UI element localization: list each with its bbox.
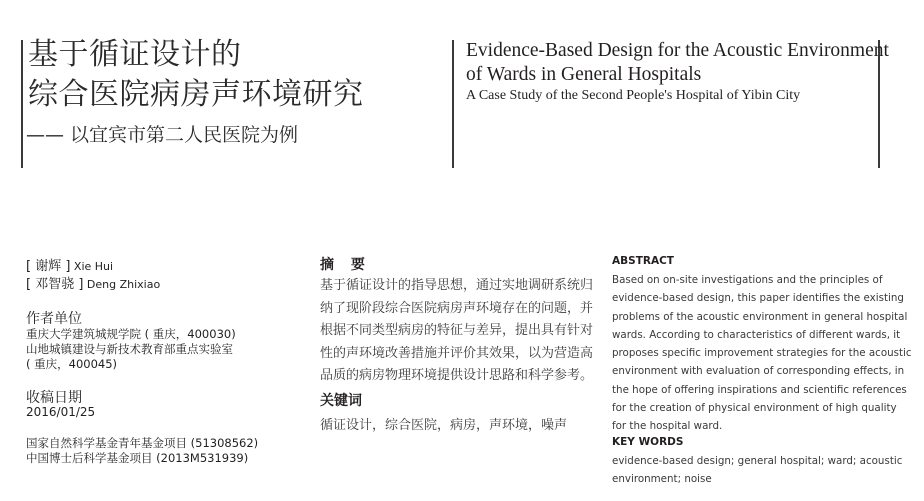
en-title-line-2: of Wards in General Hospitals xyxy=(466,64,702,85)
affiliation-line: 重庆大学建筑城规学院 ( 重庆，400030) xyxy=(26,327,236,341)
cn-abstract-line: 性的声环境改善措施并评价其效果，以为营造高 xyxy=(320,345,594,361)
en-keywords xyxy=(612,452,902,489)
cn-keywords-heading: 关键词 xyxy=(320,393,362,409)
en-title-line-1: Evidence-Based Design for the Acoustic Environment xyxy=(466,40,889,61)
en-title xyxy=(466,39,889,87)
author-2 xyxy=(26,273,160,292)
funding xyxy=(26,436,258,466)
en-subtitle: A Case Study of the Second People's Hospital of Yibin City xyxy=(466,88,801,103)
en-keywords-heading: KEY WORDS xyxy=(612,436,684,448)
en-abstract-line: problems of the acoustic environment in general hospital xyxy=(612,310,908,323)
funding-line: 中国博士后科学基金项目 (2013M531939) xyxy=(26,451,249,465)
author-1-en: Xie Hui xyxy=(73,260,114,273)
cn-title-line-1: 基于循证设计的 xyxy=(28,37,242,72)
en-keywords-line: environment; noise xyxy=(612,473,712,486)
affiliation-label: 作者单位 xyxy=(26,311,82,327)
cn-abstract-body xyxy=(320,275,593,388)
received-label: 收稿日期 xyxy=(26,390,82,406)
en-abstract-line: proposes specific improvement strategies for the acoustic xyxy=(612,347,912,360)
affiliation xyxy=(26,327,236,372)
author-2-en: Deng Zhixiao xyxy=(86,278,161,291)
en-abstract-line: the hope of offering inspirations and scientific references xyxy=(612,383,907,396)
en-abstract-heading: ABSTRACT xyxy=(612,255,674,267)
cn-subtitle: —— 以宜宾市第二人民医院为例 xyxy=(26,124,299,146)
cn-abstract-heading: 摘 要 xyxy=(320,257,371,273)
title-divider-middle xyxy=(452,40,454,168)
cn-abstract-line: 品质的病房物理环境提供设计思路和科学参考。 xyxy=(320,368,594,384)
en-abstract-line: wards. According to characteristics of different wards, it xyxy=(612,328,901,341)
affiliation-line: 山地城镇建设与新技术教育部重点实验室 xyxy=(26,342,233,356)
title-divider-left xyxy=(21,40,23,168)
en-abstract-line: evidence-based design, this paper identifies the existing xyxy=(612,292,904,305)
author-1 xyxy=(26,255,113,274)
cn-abstract-line: 基于循证设计的指导思想，通过实地调研系统归 xyxy=(320,278,594,293)
received-date: 2016/01/25 xyxy=(26,405,96,419)
author-2-cn: [ 邓智骁 ] xyxy=(26,277,84,292)
en-abstract-line: for the hospital ward. xyxy=(612,420,723,433)
en-keywords-line: evidence-based design; general hospital; ward; acoustic xyxy=(612,455,903,467)
cn-abstract-line: 根据不同类型病房的特征与差异，提出具有针对 xyxy=(320,323,594,339)
affiliation-line: ( 重庆，400045) xyxy=(26,357,118,371)
en-abstract-line: environment with evaluation of corresponding effects, in xyxy=(612,365,905,378)
en-abstract-line: for the creation of physical environment of high quality xyxy=(612,402,897,415)
cn-abstract-line: 纳了现阶段综合医院病房声环境存在的问题，并 xyxy=(320,300,594,316)
author-1-cn: [ 谢辉 ] xyxy=(26,259,71,274)
funding-line: 国家自然科学基金青年基金项目 (51308562) xyxy=(26,436,259,450)
cn-title-line-2: 综合医院病房声环境研究 xyxy=(28,77,364,112)
en-abstract-line: Based on on-site investigations and the principles of xyxy=(612,274,883,286)
cn-keywords: 循证设计，综合医院，病房，声环境，噪声 xyxy=(320,418,568,433)
en-abstract-body xyxy=(612,271,912,436)
